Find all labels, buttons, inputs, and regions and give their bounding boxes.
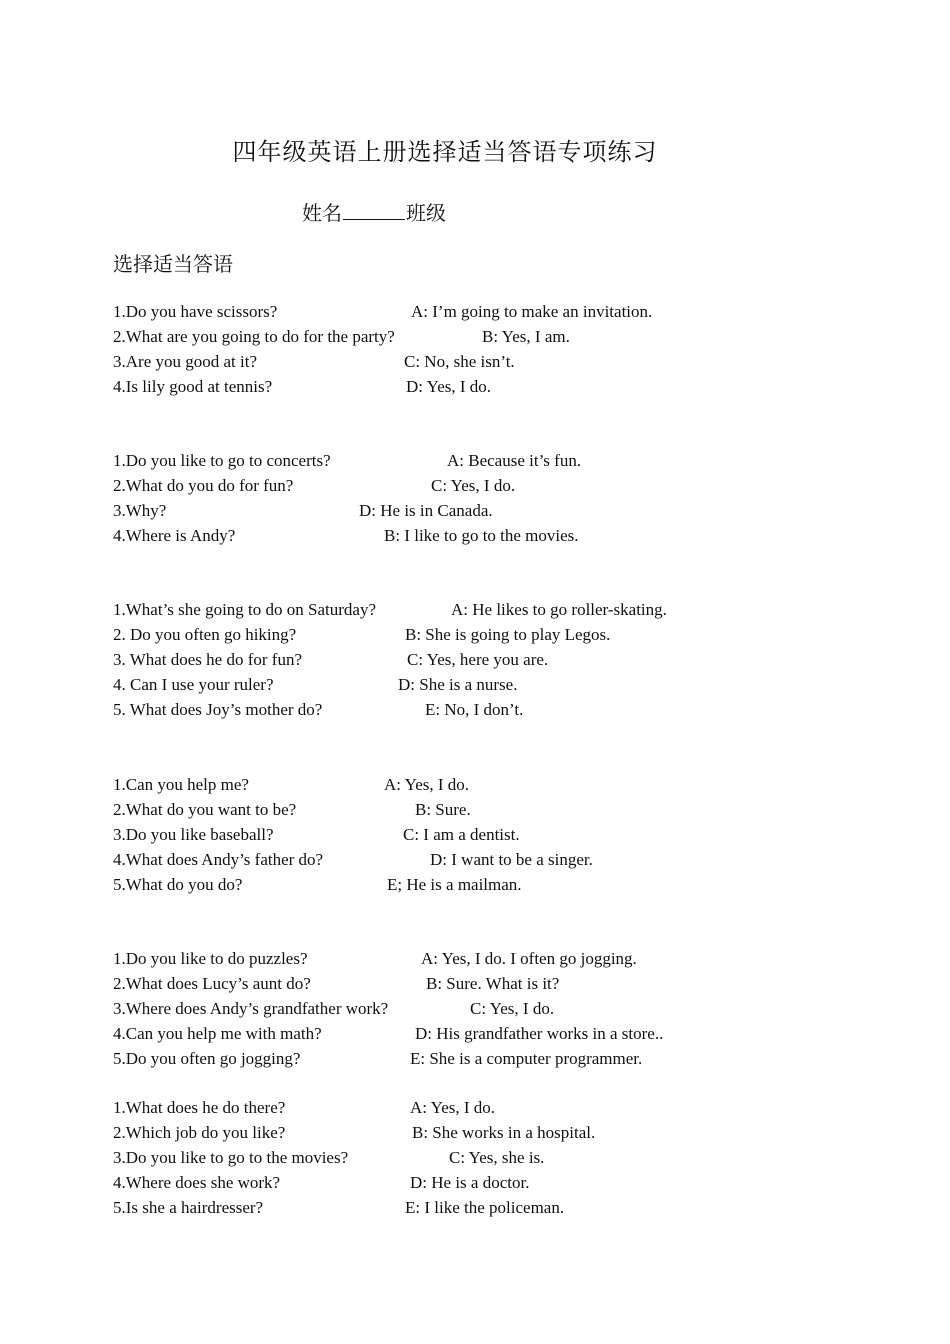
- answer-option: B: I like to go to the movies.: [384, 526, 579, 545]
- answer-option: D: Yes, I do.: [406, 377, 492, 396]
- question-text: 1.Do you have scissors?: [113, 302, 278, 321]
- question-row: [113, 324, 813, 349]
- section-heading: 选择适当答语: [113, 254, 233, 276]
- question-text: 2. Do you often go hiking?: [113, 625, 297, 644]
- answer-option: C: Yes, I do.: [431, 476, 516, 495]
- question-row: [113, 597, 813, 622]
- question-text: 1.Can you help me?: [113, 775, 249, 794]
- question-row: [113, 622, 813, 647]
- question-text: 4.What does Andy’s father do?: [113, 850, 324, 869]
- answer-option: D: He is a doctor.: [410, 1173, 530, 1192]
- question-text: 1.What does he do there?: [113, 1098, 286, 1117]
- answer-option: B: Yes, I am.: [482, 327, 570, 346]
- question-row: [113, 822, 813, 847]
- question-text: 1.Do you like to do puzzles?: [113, 949, 308, 968]
- name-class-line: [302, 197, 446, 226]
- page-title: [0, 132, 950, 167]
- name-label: 姓名: [302, 203, 342, 225]
- question-text: 2.What do you want to be?: [113, 800, 297, 819]
- question-row: [113, 996, 813, 1021]
- question-text: 3.Where does Andy’s grandfather work?: [113, 999, 389, 1018]
- answer-option: C: Yes, I do.: [470, 999, 555, 1018]
- answer-option: D: I want to be a singer.: [430, 850, 593, 869]
- answer-option: E: No, I don’t.: [425, 700, 524, 719]
- answer-option: C: No, she isn’t.: [404, 352, 515, 371]
- question-text: 1.What’s she going to do on Saturday?: [113, 600, 376, 619]
- answer-option: B: She works in a hospital.: [412, 1123, 596, 1142]
- question-text: 2.What does Lucy’s aunt do?: [113, 974, 311, 993]
- title-text: 四年级英语上册选择适当答语专项练习: [232, 140, 658, 166]
- answer-option: A: Yes, I do. I often go jogging.: [421, 949, 637, 968]
- question-row: [113, 797, 813, 822]
- answer-option: B: Sure. What is it?: [426, 974, 560, 993]
- question-text: 3.Are you good at it?: [113, 352, 257, 371]
- answer-option: C: Yes, she is.: [449, 1148, 545, 1167]
- answer-option: C: Yes, here you are.: [407, 650, 549, 669]
- question-row: [113, 1120, 813, 1145]
- question-row: [113, 946, 813, 971]
- question-text: 2.Which job do you like?: [113, 1123, 286, 1142]
- question-text: 4.Can you help me with math?: [113, 1024, 322, 1043]
- question-row: [113, 1145, 813, 1170]
- answer-option: A: He likes to go roller-skating.: [451, 600, 667, 619]
- question-text: 3.Why?: [113, 501, 167, 520]
- question-row: [113, 772, 813, 797]
- question-row: [113, 1195, 813, 1220]
- question-row: [113, 872, 813, 897]
- question-row: [113, 672, 813, 697]
- question-row: [113, 523, 813, 548]
- answer-option: D: She is a nurse.: [398, 675, 518, 694]
- answer-option: A: Yes, I do.: [410, 1098, 496, 1117]
- question-row: [113, 299, 813, 324]
- question-text: 5.Do you often go jogging?: [113, 1049, 301, 1068]
- question-text: 5.Is she a hairdresser?: [113, 1198, 264, 1217]
- question-row: [113, 374, 813, 399]
- name-blank[interactable]: [343, 203, 405, 220]
- question-text: 5.What do you do?: [113, 875, 243, 894]
- question-row: [113, 1021, 813, 1046]
- question-text: 4.Where does she work?: [113, 1173, 281, 1192]
- question-text: 3.Do you like baseball?: [113, 825, 274, 844]
- question-row: [113, 473, 813, 498]
- question-row: [113, 1046, 813, 1071]
- question-text: 3.Do you like to go to the movies?: [113, 1148, 349, 1167]
- answer-option: C: I am a dentist.: [403, 825, 520, 844]
- question-row: [113, 971, 813, 996]
- question-row: [113, 448, 813, 473]
- question-text: 4.Where is Andy?: [113, 526, 236, 545]
- answer-option: A: I’m going to make an invitation.: [411, 302, 653, 321]
- answer-option: E: She is a computer programmer.: [410, 1049, 643, 1068]
- question-text: 3. What does he do for fun?: [113, 650, 302, 669]
- question-row: [113, 847, 813, 872]
- question-text: 2.What do you do for fun?: [113, 476, 294, 495]
- answer-option: B: Sure.: [415, 800, 471, 819]
- answer-option: A: Yes, I do.: [384, 775, 470, 794]
- question-text: 2.What are you going to do for the party?: [113, 327, 395, 346]
- question-text: 1.Do you like to go to concerts?: [113, 451, 331, 470]
- question-row: [113, 697, 813, 722]
- answer-option: D: He is in Canada.: [359, 501, 493, 520]
- question-row: [113, 647, 813, 672]
- answer-option: E; He is a mailman.: [387, 875, 522, 894]
- answer-option: D: His grandfather works in a store..: [415, 1024, 664, 1043]
- question-text: 4.Is lily good at tennis?: [113, 377, 273, 396]
- answer-option: E: I like the policeman.: [405, 1198, 565, 1217]
- answer-option: A: Because it’s fun.: [447, 451, 582, 470]
- answer-option: B: She is going to play Legos.: [405, 625, 611, 644]
- question-row: [113, 1095, 813, 1120]
- class-label: 班级: [406, 203, 446, 225]
- question-row: [113, 349, 813, 374]
- question-row: [113, 498, 813, 523]
- question-text: 5. What does Joy’s mother do?: [113, 700, 323, 719]
- question-text: 4. Can I use your ruler?: [113, 675, 274, 694]
- question-row: [113, 1170, 813, 1195]
